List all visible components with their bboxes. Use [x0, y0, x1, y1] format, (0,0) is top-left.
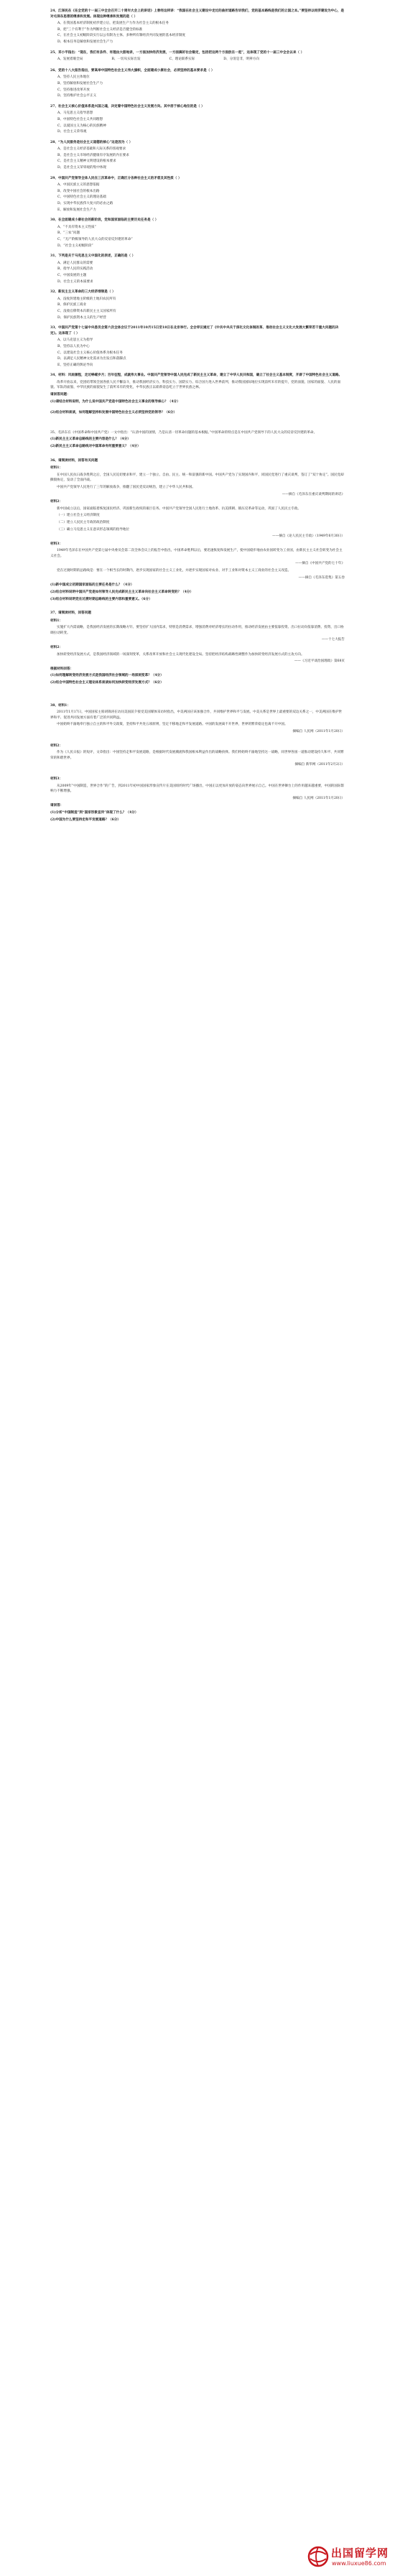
material-source: ——摘自《毛泽东在重庆谈判期间的讲话》 [282, 492, 345, 496]
material-title: 材料3： [50, 777, 62, 781]
option: A、中国民族主义的思想依据 [57, 183, 100, 187]
logo-url: www.liuxue86.com [332, 2560, 386, 2567]
ask-item: (1)如何理解转变经济发展方式是我国经济社会领域的一场深刻变革？（4分） [50, 674, 164, 678]
option: A、马克思主义指导思想 [57, 111, 93, 116]
question-38-title: 38、材料1： [50, 703, 70, 708]
question-36-title: 36、请阅读材料，回答有关问题 [50, 458, 98, 463]
ask-title: 请回答： [50, 804, 64, 808]
ask-item: (2)结合材料谈谈，如何理解坚持和发展中国特色社会主义必须坚持党的领导？（6分） [50, 411, 177, 415]
option: C、以爱国主义为核心的民族精神 [57, 124, 106, 128]
material-source: 摘编自 新华网（2011年2月2日） [294, 763, 345, 767]
material-title: 材料3： [50, 542, 62, 546]
option: D、以满足人民精神文化需求为出发点和落脚点 [57, 357, 126, 361]
option: A、满足人民群众的需要 [57, 261, 93, 265]
ask-item: (1)新民主主义革命总路线的主要内容是什么？（4分） [50, 437, 131, 442]
material-paragraph: 中国始终不渝地奉行独立自主的和平外交政策，坚持和平共处五项原则，坚定不移地走和平发展道路。中国的发展离不开世界，世界的繁荣稳定也离不开中国。 [57, 723, 288, 727]
option: A、在我国基本经济制度初步建立后，把发展生产力作为社会主义的根本任务 [57, 22, 169, 26]
question-31-stem: 31、下列是关于马克思主义中国化的表述，正确的是（ ） [50, 254, 136, 259]
question-26-stem: 26、党的十八大报告指出，要高举中国特色社会主义伟大旗帜，全面建成小康社会，必须坚持的基本要求是（ ） [50, 68, 215, 73]
option: D、“社会主义初级阶段” [57, 244, 93, 248]
ask-item: (2)中国为什么要坚持走和平发展道路？（6分） [50, 817, 121, 822]
option: D、保护民族资本主义的生产经营 [57, 315, 106, 320]
option: B、中国特色社会主义共同理想 [57, 117, 103, 121]
option: D、社会主义的本质要求 [57, 279, 93, 284]
ask-item: (1)请结合材料说明，为什么说中国共产党是中国特色社会主义事业的领导核心？（4分） [50, 399, 180, 404]
question-25-stem: 25、邓小平指出：“现在，我们有条件、有理由大胆地讲，一方面加快经济发展，一方面搞好社会稳定，包括把这两个方面放在一起”，这体现了党的十一届三中全会以来（ ） [50, 50, 305, 55]
option: C、没收官僚资本归新民主主义国家所有 [57, 309, 116, 313]
ask-item: (1)分析“中国制造”到“国家形象宣传”体现了什么？（4分） [50, 810, 139, 815]
question-33-stem: 33、中国共产党第十七届中央委员会第六次全体会议于2011年10月15日至18日在北京举行。全会审议通过了《中共中央关于深化文化体制改革、推动社会主义文化大发展大繁荣若干重大问题的决定》。这体现了（ ） [50, 326, 339, 335]
material-list-item: （三）确立马克思主义在意识形态领域的指导地位 [57, 527, 130, 532]
material-paragraph: 加快转变经济发展方式，是我国经济领域的一场深刻变革，关系改革开放和社会主义现代化建设全局。坚持把经济结构战略性调整作为加快转变经济发展方式的主攻方向。 [57, 652, 305, 657]
logo-name: 出国留学网 [331, 2547, 389, 2559]
material-paragraph: 2011年1月17日，中国国家主席胡锦涛在访问美国前夕接受美国媒体采访时指出，中美两国应该加强合作，共同维护世界和平与发展。中美关系是世界上最重要的双边关系之一，中美两国在维护世界和平、促进共同发展方面有着广泛的共同利益。 [50, 710, 343, 720]
material-title: 材料2： [50, 646, 62, 650]
question-34-stem: 34、材料：风雨兼程，走过峥嵘岁月；百年征程，成就伟大事业。中国共产党领导中国人民完成了新民主主义革命，建立了中华人民共和国，确立了社会主义基本制度，开辟了中国特色社会主义道路。 [50, 374, 343, 378]
options-row [57, 57, 345, 62]
globe-logo-icon [307, 2546, 329, 2567]
option: D、社会主义荣辱观 [57, 130, 87, 134]
option: C、是社会主义精神文明建设的根本要求 [57, 159, 116, 164]
question-32-stem: 32、新民主主义革命的三大经济纲领是（ ） [50, 290, 116, 295]
option: E、坚持正确的舆论导向 [57, 363, 93, 367]
material-source: ——摘自《论人民民主专政》（1949年6月30日） [272, 534, 345, 539]
option: D、实现中华民族伟大复兴的必由之路 [57, 202, 113, 206]
material-source: ——摘自《中国共产党的七十年》 [295, 561, 345, 565]
option: A、坚持人民主体地位 [57, 75, 90, 80]
material-source: 摘编自 人民网（2011年1月20日） [292, 796, 345, 800]
material-list-item: （一）建立社会主义经济制度 [57, 514, 100, 518]
option: D、根本任务是解放和发展社会生产力 [57, 40, 113, 44]
option: C、坚持推进改革开放 [57, 88, 90, 92]
question-35-stem: 35、毛泽东在《中国革命和中国共产党》一文中指出：“认清中国的国情，乃是认清一切革命问题的基本根据。”中国革命的特点是在中国共产党领导下的人民大众的反帝反封建的革命。 [50, 430, 317, 435]
material-list-item: （二）建立人民民主专政的政治制度 [57, 520, 110, 524]
option: C、中国特色社会主义的理论基础 [57, 195, 106, 200]
option: E、解放和发展社会生产力 [57, 208, 96, 212]
option: A、发展着眼全局 [57, 57, 83, 62]
ask-title: 根据材料回答： [50, 667, 74, 671]
ask-item: (2)结合中国特色社会主义理论体系谈谈如何加快转变经济发展方式？（6分） [50, 681, 164, 685]
material-source: ——《习近平谈治国理政》第68页 [294, 659, 345, 664]
question-27-stem: 27、社会主义核心价值体系是兴国之魂，决定着中国特色社会主义发展方向。其中居于核心地位的是（ ） [50, 104, 205, 108]
material-paragraph: 中国共产党领导人民进行了三年的解放战争，推翻了国民党反动统治，建立了中华人民共和国。 [57, 486, 195, 489]
option: B、一切从实际出发 [111, 57, 141, 62]
option: C、中国发展的主题 [57, 273, 87, 277]
option: B、改变中国社会的根本出路 [57, 189, 100, 193]
ask-title: 请回答问题： [50, 393, 70, 397]
option: B、指导人民的实践活动 [57, 267, 93, 272]
option: D、分清是非，明辨方向 [223, 57, 259, 62]
question-37-title: 37、请阅读材料，回答问题 [50, 611, 91, 616]
option: C、“无产阶级领导的人民大众的反帝反封建的革命” [57, 238, 133, 241]
material-paragraph: 从2009年“中国制造，世界合作”的广告，到2011年初中国国家形象宣传片在美国纽约时代广场播出，中国正以更加开放的姿态向世界展示自己。中国在世界舞台上的作用越来越重要，中国的国际影响力不断增强。 [50, 784, 345, 794]
question-24-stem: 24、江泽民在《在全党的十一届三中全会召开二十周年大会上的讲话》上曾经这样讲：“我国在社会主义建设中走过的曲折道路告诉我们，党的基本路线是我们的立国之本。”要坚持以经济建设为中心，是对毛泽东思想的继承和发展。体现这种继承和发展的是（ ） [50, 9, 345, 19]
option: A、是社会主义经济基础和人际关系的客观要求 [57, 147, 126, 152]
option: D、坚持维护社会公平正义 [57, 94, 97, 98]
material-source: ——十七大报告 [321, 638, 345, 642]
ask-item: (1)新中国成立初期国家面临的主要任务是什么？（4分） [50, 583, 134, 588]
material-paragraph: 新中国成立以后，国家面临着恢复国民经济、巩固新生政权的艰巨任务。中国共产党领导全国人民进行土地改革、抗美援朝、镇压反革命等运动，巩固了人民民主专政。 [57, 506, 301, 511]
question-30-stem: 30、在全面建成小康社会的新阶段，党和国家面临的主要历史任务是（ ） [50, 218, 159, 223]
option: C、理论联系实际 [169, 57, 195, 62]
material-paragraph: 1949年毛泽东在中国共产党第七届中央委员会第二次全体会议上的报告中指出，中国革命胜利以后，要迅速恢复和发展生产，使中国稳步地由农业国转变为工业国，由新民主主义社会转变为社会主义社会。 [50, 549, 343, 558]
question-29-stem: 29、中国共产党领导全体人民在三次革命中，正确区分各种社会主义的矛盾及其性质（ ） [50, 176, 182, 180]
question-28-stem: 28、“为人民服务是社会主义道德的核心”这是因为（ ） [50, 140, 133, 144]
material-paragraph: 实施扩大内需战略，是我国经济发展的长期战略方针。要坚持扩大国内需求，特别是消费需求，增强消费对经济增长的拉动作用，推动经济发展由主要依靠投资、出口拉动向依靠消费、投资、出口协调拉动转变。 [50, 626, 344, 635]
ask-item: (3)结合材料说明党在过渡时期总路线的主要内容和重要意义。（6分） [50, 597, 152, 601]
option: B、“三农”问题 [57, 231, 80, 236]
material-source: ——摘自《毛泽东选集》第五卷 [298, 575, 345, 580]
material-title: 材料2： [50, 500, 62, 504]
option: A、以马克思主义为指导 [57, 338, 93, 343]
material-title: 材料2： [50, 743, 62, 748]
option: C、在社会主义初级阶段实行以公有制为主体、多种所有制经济共同发展的基本经济制度 [57, 34, 186, 38]
site-logo[interactable] [307, 2543, 391, 2572]
option: B、坚持以人民为中心 [57, 344, 90, 348]
option: B、是社会主义市场经济健康有序发展的内在要求 [57, 153, 129, 157]
ask-item: (2)结合材料说明中国共产党是如何领导人民完成新民主主义革命向社会主义革命转变的？（4分） [50, 590, 194, 594]
material-title: 材料1： [50, 618, 62, 623]
option: A、没收封建地主阶级的土地归农民所有 [57, 297, 116, 301]
option: D、是社会主义荣辱观的集中体现 [57, 166, 106, 170]
option: B、保护民族工商业 [57, 303, 87, 307]
material-source: 摘编自 人民网（2011年1月20日） [292, 730, 345, 733]
option: C、以建设社会主义核心价值体系为根本任务 [57, 351, 123, 355]
material-paragraph: 党在过渡时期的总路线是：要在一个相当长的时期内，逐步实现国家的社会主义工业化，并逐步实现国家对农业、对手工业和对资本主义工商业的社会主义改造。 [57, 569, 292, 573]
material-paragraph: 在中国人民抗日战争胜利之后，全国人民迫切要求和平，建立一个独立、自由、民主、统一和富强的新中国。中国共产党为了实现国内和平，同国民党进行了重庆谈判，签订了“双十协定”。国民党却撕毁协定，发动了全面内战。 [50, 473, 344, 483]
option: B、把“三个有利于”作为判断社会主义经济是否健全的标准 [57, 27, 143, 32]
ask-item: (2)新民主主义革命总路线对中国革命有何重要意义？（4分） [50, 445, 141, 449]
material-paragraph: 作为《人民日报》的短评，文章指出：中国坚持走和平发展道路，是根据时代发展潮流和我国根本利益作出的战略抉择。我们将始终不渝地坚持这一战略，同世界各国一道推动建设持久和平、共同繁荣的和谐世界。 [50, 751, 344, 760]
option: B、坚持解放和发展社会生产力 [57, 81, 103, 85]
option: A、“不具有资本主义性质” [57, 225, 96, 229]
material-title: 材料1： [50, 466, 62, 471]
material-paragraph: 改革开放以来，党团结带领全国各族人民不懈奋斗，推动我国经济实力、科技实力、国防实力、综合国力进入世界前列，推动我国国际地位实现前所未有的提升，党的面貌、国家的面貌、人民的面貌、军队的面貌、中华民族的面貌发生了前所未有的变化，中华民族正以崭新姿态屹立于世界民族之林。 [50, 380, 341, 390]
